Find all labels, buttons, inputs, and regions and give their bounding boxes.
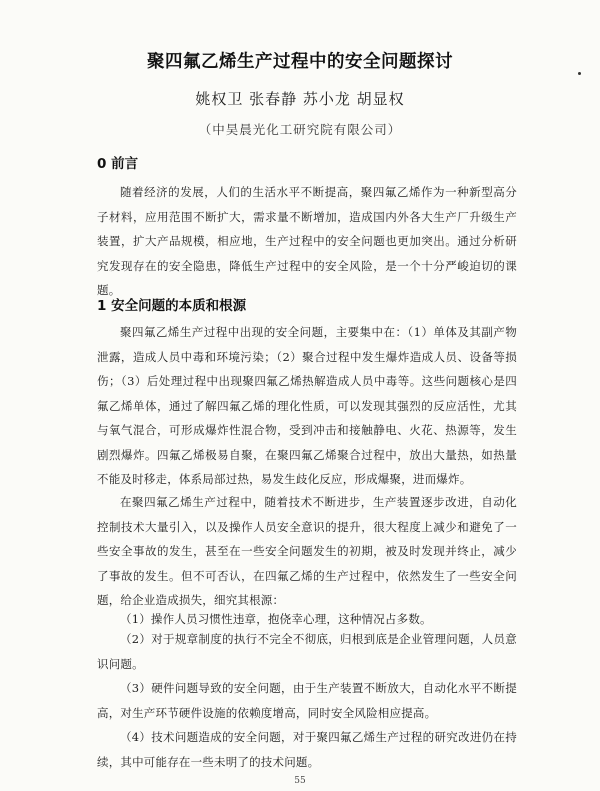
paper-title: 聚四氟乙烯生产过程中的安全问题探讨	[147, 52, 453, 72]
list-item-cause-2: （2）对于规章制度的执行不完全不彻底，归根到底是企业管理问题，人员意识问题。	[97, 632, 517, 671]
paragraph-preface: 随着经济的发展，人们的生活水平不断提高，聚四氟乙烯作为一种新型高分子材料，应用范围不断扩大，需求量不断增加，造成国内外各大生产厂升级生产装置，扩大产品规模，相应地，生产过程中的安全问题也更加突出。通过分析研究发现存在的安全隐患，降低生产过程中的安全风险，是一个十分严峻迫切的课题。	[97, 185, 517, 297]
paragraph-core-issues: 聚四氟乙烯生产过程中出现的安全问题，主要集中在：（1）单体及其副产物泄露，造成人员中毒和环境污染；（2）聚合过程中发生爆炸造成人员、设备等损伤；（3）后处理过程中出现聚四氟乙烯热解造成人员中毒等。这些问题核心是四氟乙烯单体，通过了解四氟乙烯的理化性质，可以发现其强烈的反应活性，尤其与氧气混合，可形成爆炸性混合物，受到冲击和接触静电、火花、热源等，发生剧烈爆炸。四氟乙烯极易自聚，在聚四氟乙烯聚合过程中，放出大量热，如热量不能及时移走，体系局部过热，易发生歧化反应，形成爆聚，进而爆炸。	[97, 325, 517, 486]
list-item-cause-1: （1）操作人员习惯性违章，抱侥幸心理，这种情况占多数。	[120, 612, 432, 626]
page-number: 55	[294, 776, 306, 786]
section-heading-safety-issues: 1 安全问题的本质和根源	[97, 298, 247, 314]
list-item-cause-4: （4）技术问题造成的安全问题，对于聚四氟乙烯生产过程的研究改进仍在持续，其中可能存在一些未明了的技术问题。	[97, 730, 517, 769]
section-heading-preface: 0 前言	[97, 156, 139, 172]
scan-speck	[578, 72, 581, 75]
list-item-cause-3: （3）硬件问题导致的安全问题，由于生产装置不断放大，自动化水平不断提高，对生产环节硬件设施的依赖度增高，同时安全风险相应提高。	[97, 681, 517, 720]
paragraph-root-causes: 在聚四氟乙烯生产过程中，随着技术不断进步，生产装置逐步改进，自动化控制技术大量引入，以及操作人员安全意识的提升，很大程度上减少和避免了一些安全事故的发生，甚至在一些安全问题发生的初期，被及时发现并终止，减少了事故的发生。但不可否认，在四氟乙烯的生产过程中，依然发生了一些安全问题，给企业造成损失，细究其根源：	[97, 495, 517, 607]
author-list: 姚权卫 张春静 苏小龙 胡显权	[195, 90, 405, 108]
affiliation: （中昊晨光化工研究院有限公司）	[198, 122, 402, 137]
